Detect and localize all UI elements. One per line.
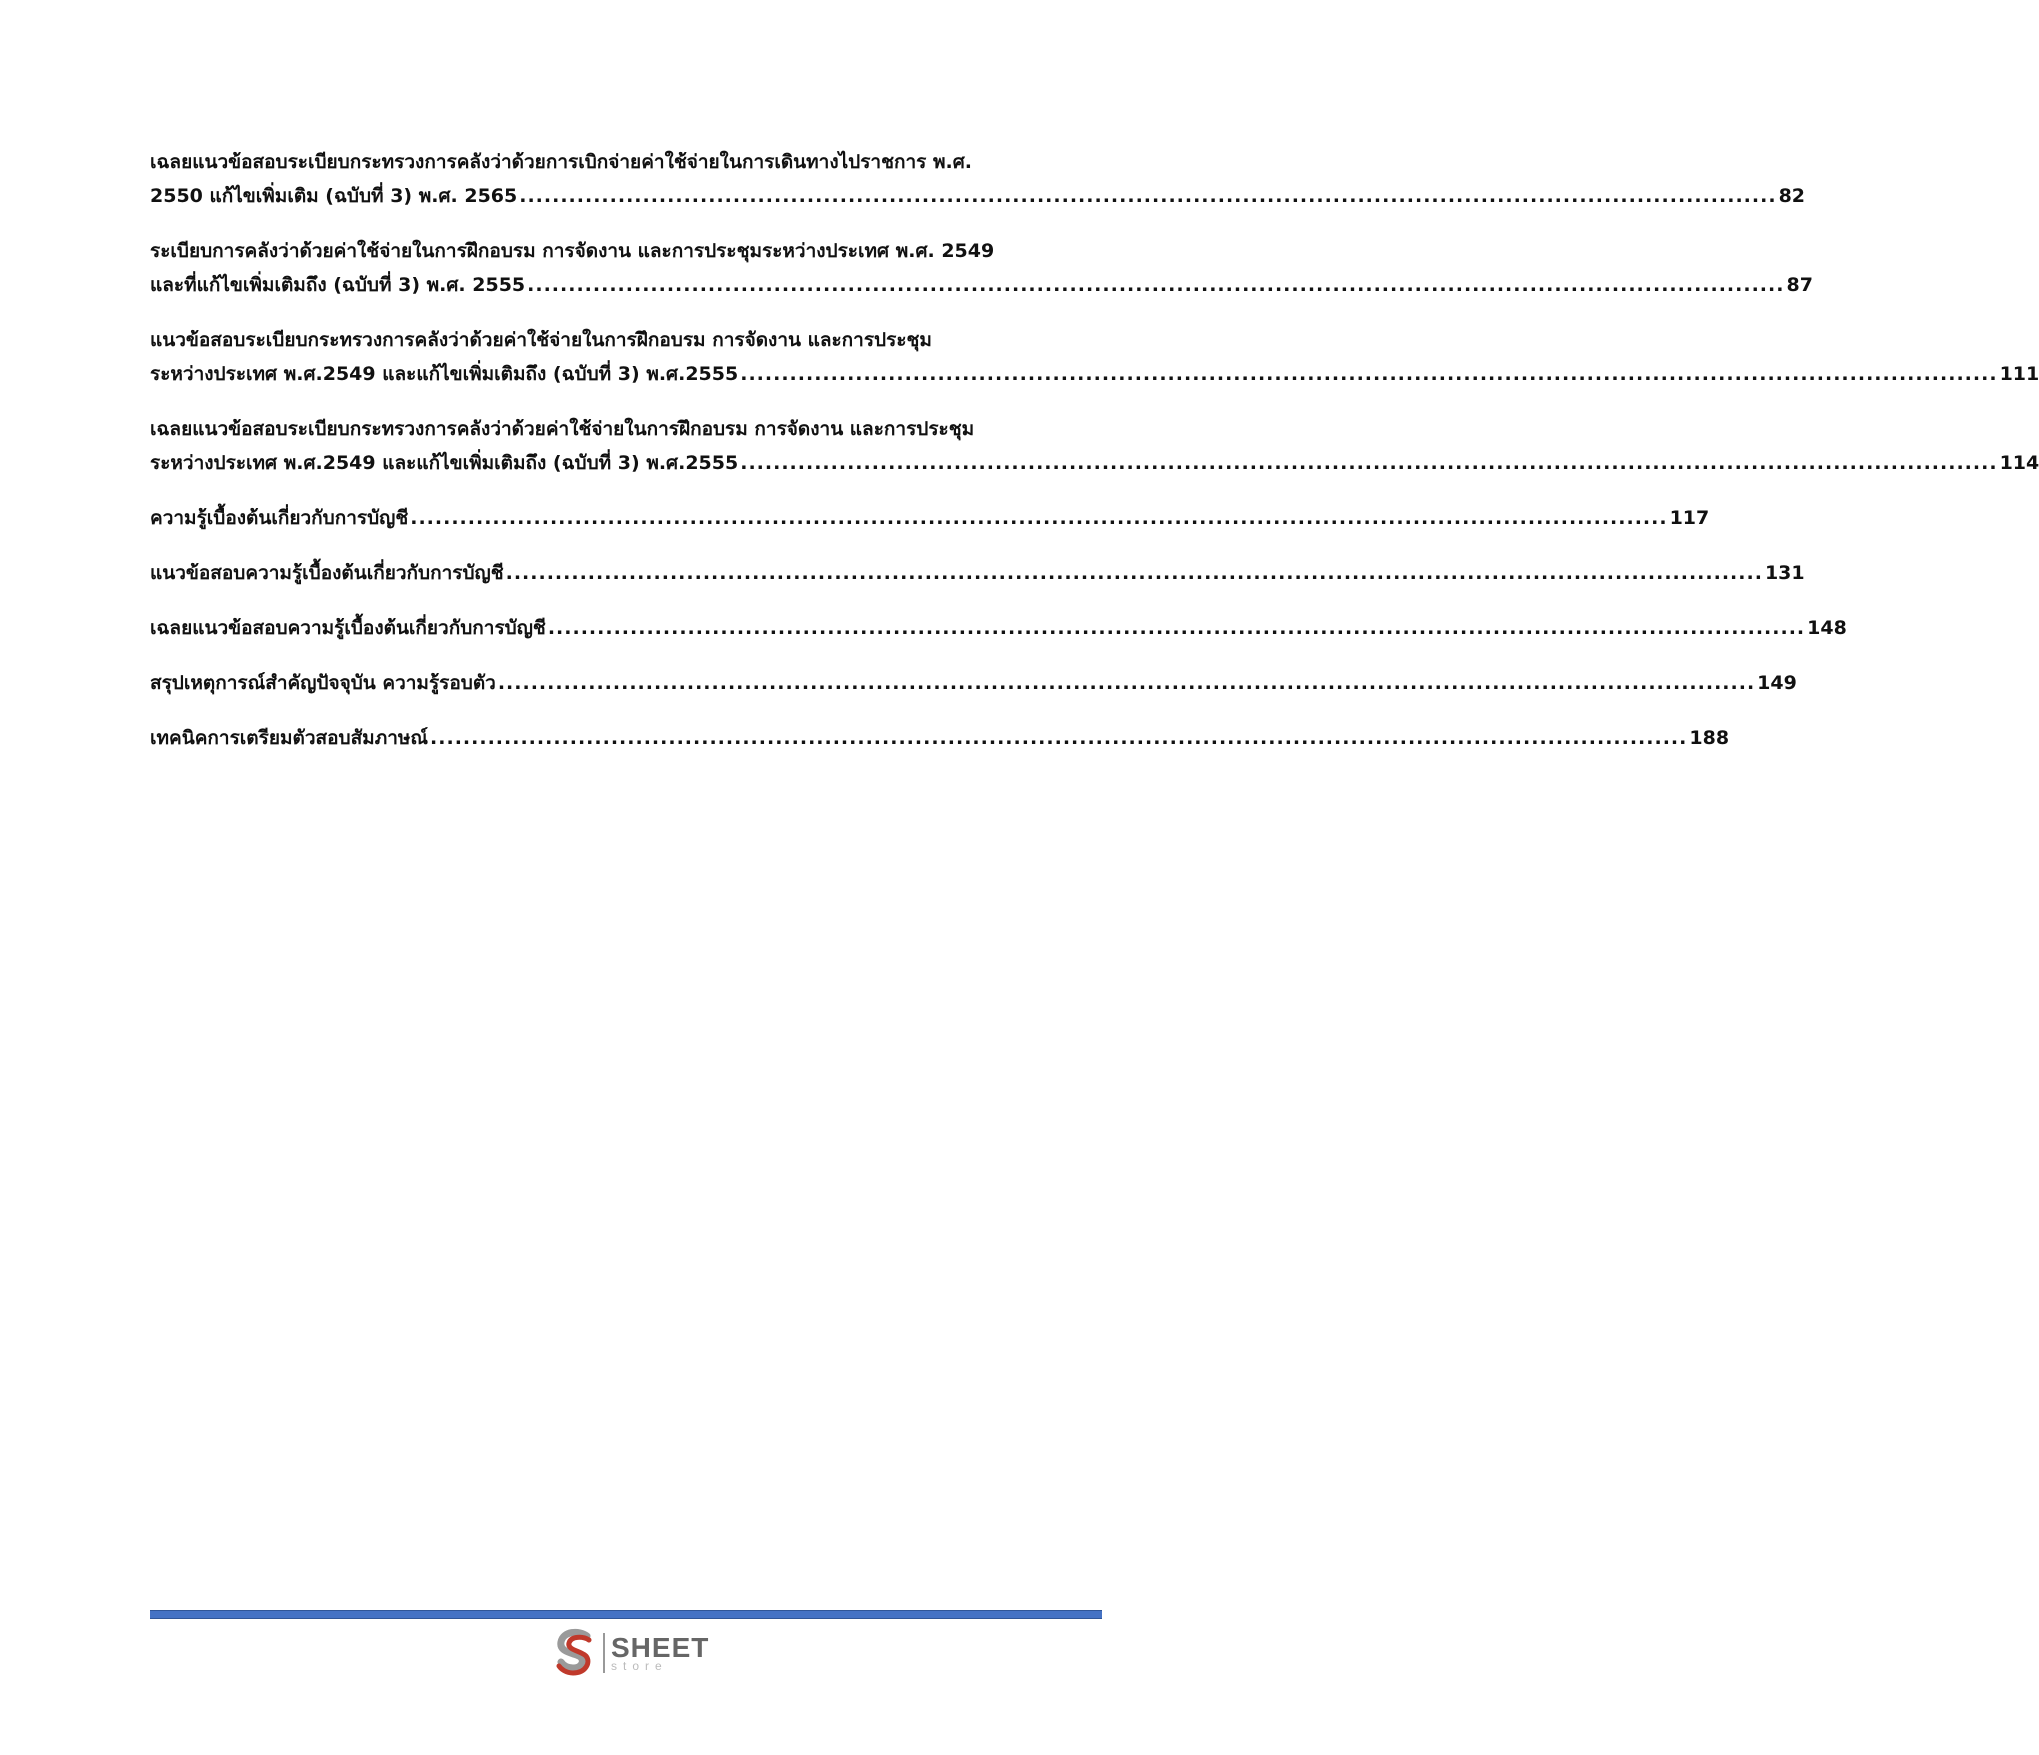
toc-entry[interactable] [150,556,1805,590]
leader-dots: ......................................................................................................................................................... [410,507,1668,529]
toc-entry-line: ระหว่างประเทศ พ.ศ.2549 และแก้ไขเพิ่มเติมถึง (ฉบับที่ 3) พ.ศ.2555 [150,363,739,385]
toc-entry-line: ระหว่างประเทศ พ.ศ.2549 และแก้ไขเพิ่มเติมถึง (ฉบับที่ 3) พ.ศ.2555 [150,452,739,474]
toc-entry-line: 2550 แก้ไขเพิ่มเติม (ฉบับที่ 3) พ.ศ. 2565 [150,185,518,207]
toc-page-number: 82 [1778,185,1806,207]
toc-entry-line: และที่แก้ไขเพิ่มเติมถึง (ฉบับที่ 3) พ.ศ. 2555 [150,274,526,296]
toc-entry[interactable] [150,666,1797,700]
toc-entry[interactable] [150,721,1730,755]
toc-entry-line: สรุปเหตุการณ์สำคัญปัจจุบัน ความรู้รอบตัว [150,672,496,694]
leader-dots: ......................................................................................................................................................... [505,562,1763,584]
toc-page-number: 131 [1764,562,1805,584]
toc-entry-line: ระเบียบการคลังว่าด้วยค่าใช้จ่ายในการฝึกอบรม การจัดงาน และการประชุมระหว่างประเทศ พ.ศ. 2549 [150,240,995,262]
footer-rule [150,1610,1102,1619]
toc-page-number: 149 [1757,672,1797,694]
toc-entry-line: เฉลยแนวข้อสอบระเบียบกระทรวงการคลังว่าด้วยการเบิกจ่ายค่าใช้จ่ายในการเดินทางไปราชการ พ.ศ. [150,151,973,173]
toc-entry-line: เฉลยแนวข้อสอบความรู้เบื้องต้นเกี่ยวกับการบัญชี [150,617,546,639]
toc-entry-line: เฉลยแนวข้อสอบระเบียบกระทรวงการคลังว่าด้วยค่าใช้จ่ายในการฝึกอบรม การจัดงาน และการประชุม [150,418,975,440]
sheet-store-s-icon [553,1628,597,1678]
toc-entry[interactable] [150,412,2039,480]
leader-dots: ......................................................................................................................................................... [547,617,1806,639]
leader-dots: ......................................................................................................................................................... [740,363,1998,385]
toc-entry[interactable] [150,611,1847,645]
toc-page-number: 111 [1999,363,2039,385]
leader-dots: ......................................................................................................................................................... [527,274,1785,296]
logo-subtext: store [611,1659,668,1673]
toc-entry-line: แนวข้อสอบความรู้เบื้องต้นเกี่ยวกับการบัญชี [150,562,504,584]
toc-entry[interactable] [150,323,2039,391]
toc-page-number: 87 [1786,274,1813,296]
toc-entry-line: แนวข้อสอบระเบียบกระทรวงการคลังว่าด้วยค่าใช้จ่ายในการฝึกอบรม การจัดงาน และการประชุม [150,329,932,351]
leader-dots: ......................................................................................................................................................... [497,672,1756,694]
toc-entry-line: ความรู้เบื้องต้นเกี่ยวกับการบัญชี [150,507,409,529]
toc-entry[interactable] [150,234,1813,302]
toc-entry[interactable] [150,145,1806,213]
leader-dots: ......................................................................................................................................................... [519,185,1777,207]
footer-logo [553,1628,709,1678]
logo-text: SHEET [611,1632,710,1663]
toc-entry-line: เทคนิคการเตรียมตัวสอบสัมภาษณ์ [150,727,429,749]
table-of-contents [150,145,2039,776]
toc-page-number: 114 [1999,452,2039,474]
leader-dots: ......................................................................................................................................................... [740,452,1998,474]
toc-page-number: 148 [1807,617,1847,639]
leader-dots: ......................................................................................................................................................... [430,727,1688,749]
toc-entry[interactable] [150,501,1710,535]
toc-page-number: 117 [1669,507,1710,529]
logo-separator [603,1633,605,1673]
toc-page-number: 188 [1689,727,1730,749]
